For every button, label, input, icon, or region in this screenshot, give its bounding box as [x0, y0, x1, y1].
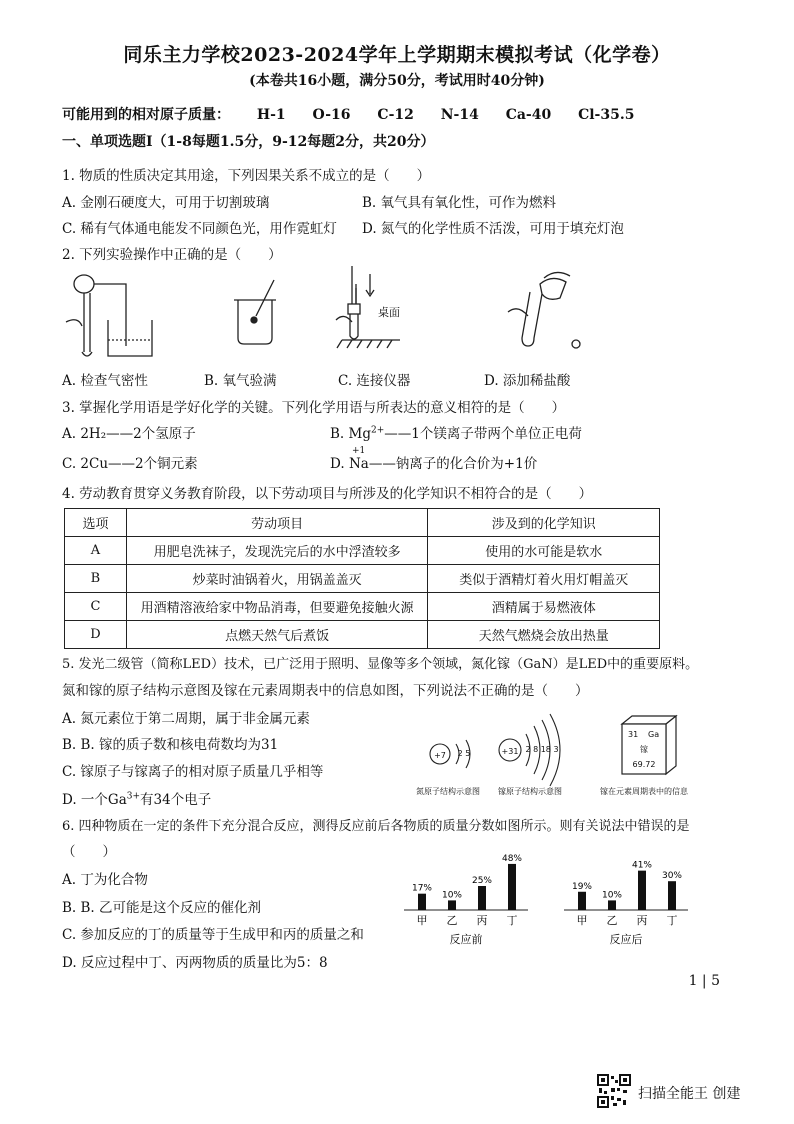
nitrogen-shell-label: 2 5 — [457, 749, 471, 758]
q1-option-d: D. 氮气的化学性质不活泼，可用于填充灯泡 — [362, 221, 624, 237]
gallium-caption: 镓原子结构示意图 — [498, 787, 562, 796]
table-cell: 天然气燃烧会放出热量 — [428, 621, 660, 649]
table-header-row — [65, 509, 660, 537]
q2-option-b: B. 氧气验满 — [204, 373, 277, 389]
q2-option-a: A. 检查气密性 — [62, 373, 148, 389]
table-cell: 炒菜时油锅着火，用锅盖盖灭 — [126, 565, 427, 593]
chart-bar — [578, 892, 586, 910]
table-cell: 类似于酒精灯着火用灯帽盖灭 — [428, 565, 660, 593]
qr-code-icon — [597, 1074, 631, 1108]
table-header-cell: 劳动项目 — [126, 509, 427, 537]
chart-data-label: 17% — [411, 883, 433, 894]
airtightness-check-figure — [66, 275, 152, 356]
q5-stem-line1: 5. 发光二级管（简称LED）技术，已广泛用于照明、显像等多个领域，氮化镓（GaN）是LED中的重要原料。 — [62, 657, 699, 672]
chart-category-label: 甲 — [416, 914, 428, 927]
q3-d-formula — [348, 446, 369, 472]
periodic-cell-caption: 镓在元素周期表中的信息 — [600, 787, 688, 796]
element-name: 镓 — [640, 745, 648, 754]
table-cell: A — [65, 537, 127, 565]
scanner-watermark: 扫描全能王 创建 — [638, 1086, 741, 1102]
table-cell: C — [65, 593, 127, 621]
atomic-mass-item: Cl-35.5 — [578, 107, 635, 123]
q3-b-meaning: ——1个镁离子带两个单位正电荷 — [384, 426, 582, 442]
chart-after-reaction — [560, 850, 700, 950]
chart-data-label: 10% — [601, 890, 623, 901]
chart-before-reaction — [400, 850, 540, 950]
atomic-mass-item: N-14 — [440, 107, 479, 123]
section-heading: 一、单项选题Ⅰ（1-8每题1.5分，9-12每题2分，共20分） — [62, 134, 435, 150]
atomic-mass-item: H-1 — [256, 107, 286, 123]
q2-option-d: D. 添加稀盐酸 — [484, 373, 571, 389]
q6-option-a: A. 丁为化合物 — [62, 872, 148, 888]
q6-option-b: B. B. 乙可能是这个反应的催化剂 — [62, 900, 262, 916]
q3-option-a: A. 2H₂——2个氢原子 — [62, 426, 196, 442]
chart-bar — [478, 886, 486, 910]
chart-data-label: 25% — [471, 876, 493, 886]
q3-d-prefix: D. — [330, 456, 349, 472]
element-mass: 69.72 — [632, 760, 656, 769]
table-cell: B — [65, 565, 127, 593]
chart-bar — [638, 871, 646, 910]
chart-bar — [448, 900, 456, 910]
q5-option-c: C. 镓原子与镓离子的相对原子质量几乎相等 — [62, 764, 324, 780]
q5-d-prefix: D. 一个Ga — [62, 792, 127, 808]
chart-data-label: 48% — [501, 853, 523, 864]
q2-apparatus-figure — [60, 264, 620, 364]
table-header-cell: 涉及到的化学知识 — [428, 509, 660, 537]
atomic-masses-label: 可能用到的相对原子质量： — [62, 107, 230, 123]
nitrogen-nucleus-label: +7 — [434, 751, 446, 760]
q3-b-charge: 2+ — [370, 425, 385, 436]
q3-option-c: C. 2Cu——2个铜元素 — [62, 456, 198, 472]
q3-stem: 3. 掌握化学用语是学好化学的关键。下列化学用语与所表达的意义相符的是（ ） — [62, 400, 566, 416]
q3-d-valence: +1 — [351, 446, 366, 456]
q4-table — [64, 508, 660, 649]
atomic-masses — [62, 104, 656, 124]
table-cell: 用肥皂洗袜子，发现洗完后的水中浮渣较多 — [126, 537, 427, 565]
table-cell: D — [65, 621, 127, 649]
chart-data-label: 30% — [661, 871, 683, 882]
chart-category-label: 丙 — [476, 914, 488, 927]
table-row — [65, 565, 660, 593]
q6-option-c: C. 参加反应的丁的质量等于生成甲和丙的质量之和 — [62, 927, 364, 943]
q3-d-meaning: ——钠离子的化合价为+1价 — [368, 456, 538, 472]
q6-stem: 6. 四种物质在一定的条件下充分混合反应，测得反应前后各物质的质量分数如图所示。则有关说法中错误的是 — [62, 819, 690, 834]
element-number: 31 — [628, 730, 639, 739]
table-cell: 点燃天然气后煮饭 — [126, 621, 427, 649]
q5-d-rest: 有34个电子 — [140, 792, 212, 808]
chart-title: 反应后 — [609, 933, 643, 946]
chart-category-label: 丙 — [636, 914, 648, 927]
atomic-mass-item: Ca-40 — [505, 107, 552, 123]
chart-category-label: 丁 — [506, 914, 518, 927]
q2-option-c: C. 连接仪器 — [338, 373, 411, 389]
q4-stem: 4. 劳动教育贯穿义务教育阶段，以下劳动项目与所涉及的化学知识不相符合的是（ ） — [62, 486, 593, 502]
element-symbol: Ga — [648, 730, 660, 739]
table-row — [65, 593, 660, 621]
table-cell: 用酒精溶液给家中物品消毒，但要避免接触火源 — [126, 593, 427, 621]
q1-option-b: B. 氧气具有氧化性，可作为燃料 — [362, 195, 557, 211]
chart-bar — [668, 881, 676, 910]
add-hydrochloric-acid-figure — [508, 272, 580, 348]
chart-category-label: 甲 — [576, 914, 588, 927]
q5-option-d — [62, 788, 211, 808]
table-cell: 使用的水可能是软水 — [428, 537, 660, 565]
chart-category-label: 丁 — [666, 914, 678, 927]
gallium-nucleus-label: +31 — [501, 747, 519, 756]
page-number: 1 | 5 — [688, 973, 720, 989]
q5-option-a: A. 氮元素位于第二周期，属于非金属元素 — [62, 711, 310, 727]
chart-category-label: 乙 — [606, 914, 618, 927]
table-header-cell: 选项 — [65, 509, 127, 537]
nitrogen-caption: 氮原子结构示意图 — [416, 787, 480, 796]
q5-stem-line2: 氮和镓的原子结构示意图及镓在元素周期表中的信息如图，下列说法不正确的是（ ） — [62, 683, 589, 699]
q6-option-d: D. 反应过程中丁、丙两物质的质量比为5：8 — [62, 955, 328, 971]
chart-category-label: 乙 — [446, 914, 458, 927]
exam-title: 同乐主力学校2023-2024学年上学期期末模拟考试（化学卷） — [123, 44, 671, 66]
gallium-shell-label: 2 8 18 3 — [525, 745, 559, 754]
chart-data-label: 41% — [631, 860, 653, 871]
chart-data-label: 19% — [571, 881, 593, 892]
q5-d-charge: 3+ — [126, 791, 141, 802]
q1-option-a: A. 金刚石硬度大，可用于切割玻璃 — [62, 195, 270, 211]
q3-option-b — [330, 422, 582, 442]
atomic-mass-item: C-12 — [377, 107, 414, 123]
chart-bar — [508, 864, 516, 910]
atomic-mass-item: O-16 — [312, 107, 351, 123]
chart-title: 反应前 — [449, 933, 483, 946]
q1-option-c: C. 稀有气体通电能发不同颜色光，用作霓虹灯 — [62, 221, 337, 237]
exam-subtitle: (本卷共16小题，满分50分，考试用时40分钟) — [249, 73, 545, 89]
q1-stem: 1. 物质的性质决定其用途，下列因果关系不成立的是（ ） — [62, 168, 431, 184]
q2-stem: 2. 下列实验操作中正确的是（ ） — [62, 247, 282, 263]
q3-option-d — [330, 446, 538, 472]
table-row — [65, 537, 660, 565]
q6-answer-blank: （ ） — [62, 844, 116, 860]
q3-d-symbol: Na — [348, 456, 369, 472]
chart-bar — [608, 900, 616, 910]
q3-b-formula: B. Mg — [330, 426, 371, 442]
q5-option-b: B. B. 镓的质子数和核电荷数均为31 — [62, 737, 279, 753]
oxygen-test-figure — [234, 280, 276, 344]
q5-atom-structure-figure — [400, 712, 720, 804]
chart-bar — [418, 894, 426, 910]
chart-data-label: 10% — [441, 890, 463, 901]
table-row — [65, 621, 660, 649]
desk-label: 桌面 — [378, 306, 400, 319]
table-cell: 酒精属于易燃液体 — [428, 593, 660, 621]
